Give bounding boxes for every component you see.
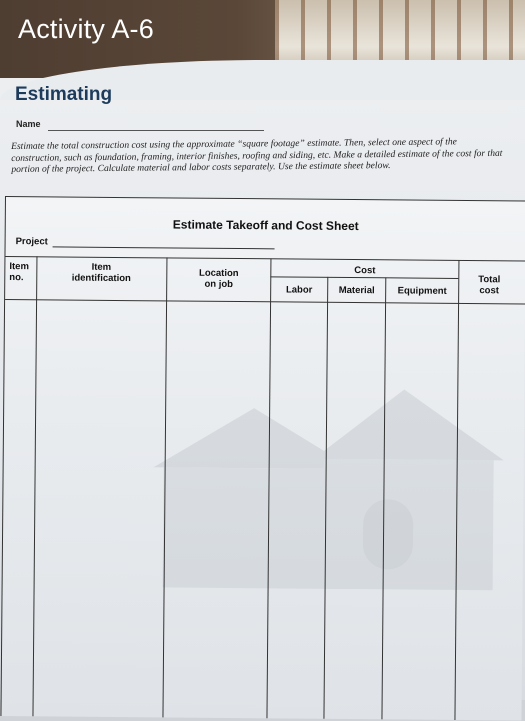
col-divider-4	[323, 277, 328, 719]
col-header-cost: Cost	[354, 265, 376, 277]
sheet-title: Estimate Takeoff and Cost Sheet	[172, 217, 359, 234]
col-header-location: Location on job	[198, 267, 239, 290]
col-divider-2	[162, 257, 167, 717]
instructions-text: Estimate the total construction cost using the approximate “square footage” estimate. Then, select one aspect of the construction, such as foundation, framing, interior finishes, roofing and siding, etc. Make a detailed estimate of the cost for that portion of the project. Calculate material and labor costs separately. Use the estimate sheet below.	[11, 136, 503, 176]
name-field[interactable]	[48, 130, 264, 131]
sheet-top-border	[6, 196, 525, 202]
col-header-labor: Labor	[285, 284, 313, 296]
activity-title: Activity A-6	[18, 14, 154, 44]
estimate-sheet	[0, 196, 525, 721]
project-label: Project	[15, 236, 48, 248]
col-divider-1	[32, 256, 37, 716]
col-divider-3	[266, 258, 271, 718]
col-header-equipment: Equipment	[397, 285, 447, 297]
project-field[interactable]	[53, 246, 275, 249]
name-label: Name	[16, 119, 41, 129]
house-watermark	[132, 347, 524, 610]
col-divider-6	[454, 260, 459, 720]
section-title: Estimating	[15, 84, 113, 105]
col-divider-5	[381, 277, 386, 719]
col-header-total-cost: Total cost	[478, 274, 501, 297]
header-bottom-rule	[5, 299, 525, 305]
col-header-item-identification: Item identification	[71, 261, 131, 285]
col-header-item-no: Item no.	[9, 261, 29, 284]
col-header-material: Material	[338, 284, 375, 297]
